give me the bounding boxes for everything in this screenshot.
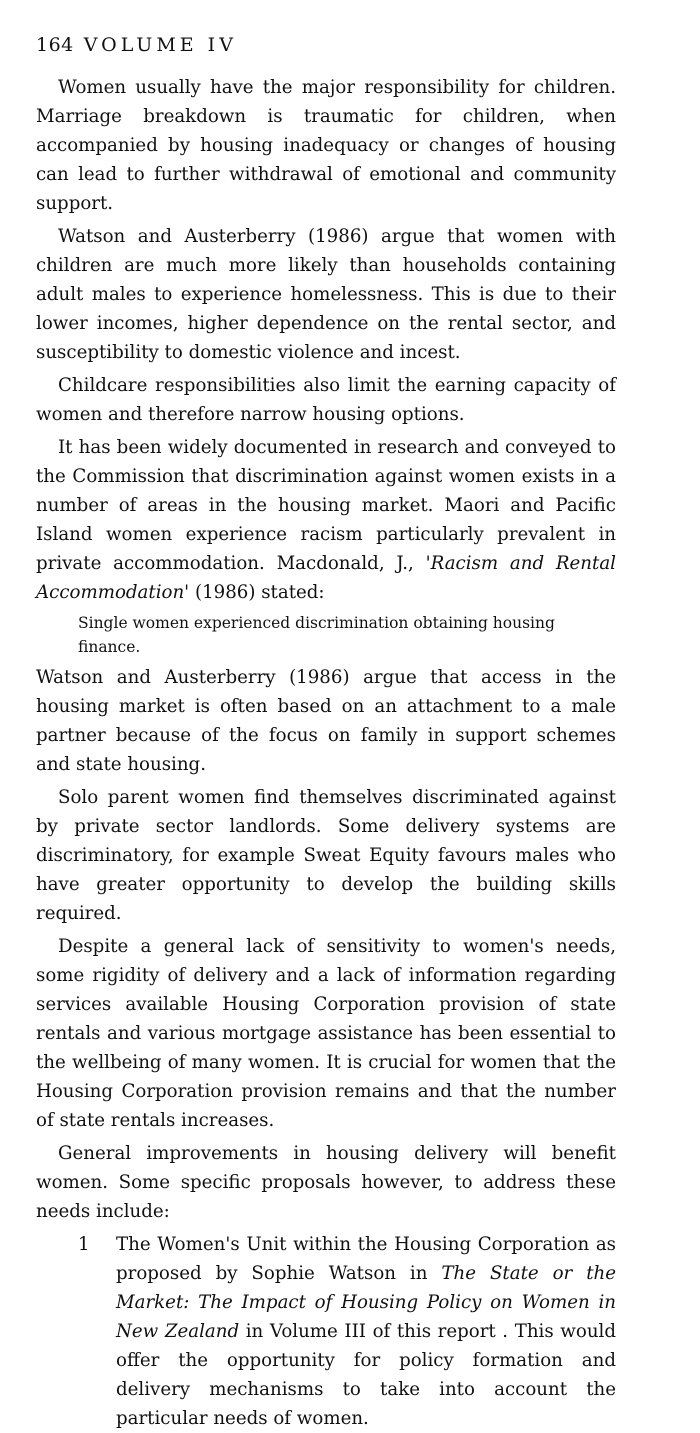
paragraph-8: General improvements in housing delivery will benefit women. Some specific proposals however, to address these needs include: [36,1143,616,1222]
paragraph-3: Childcare responsibilities also limit the earning capacity of women and therefore narrow housing options. [36,375,616,425]
document-page [36,36,616,1433]
paragraph-2: Watson and Austerberry (1986) argue that women with children are much more likely than households containing adult males to experience homelessness. This is due to their lower incomes, higher dependence on the rental sector, and susceptibility to domestic violence and incest. [36,226,616,363]
list-text [116,1230,616,1433]
list-text-prefix: The Women's Unit within the Housing Corporation as proposed by Sophie Watson in [116,1234,616,1284]
volume-label: VOLUME IV [83,34,237,56]
paragraph-7: Despite a general lack of sensitivity to women's needs, some rigidity of delivery and a lack of information regarding services available Housing Corporation provision of state rentals and various mortgage assistance has been essential to the wellbeing of many women. It is crucial for women that the Housing Corporation provision remains and that the number of state rentals increases. [36,936,616,1131]
paragraph-4-text: It has been widely documented in research and conveyed to the Commission that discrimination against women exists in a number of areas in the housing market. Maori and Pacific Island women experience racism particularly prevalent in private accommodation. [36,437,616,574]
citation-title: 'Racism and Rental Accommodation' [36,553,616,603]
list-item [78,1230,616,1433]
citation-year: (1986) stated: [189,582,325,603]
paragraph-1: Women usually have the major responsibility for children. Marriage breakdown is traumatic for children, when accompanied by housing inadequacy or changes of housing can lead to further withdrawal of emotional and community support. [36,77,616,214]
list-number: 1 [78,1234,90,1255]
paragraph-4 [36,433,616,607]
list-text-suffix: in Volume III of this report . This would offer the opportunity for policy formation and delivery mechanisms to take into account the particular needs of women. [116,1321,616,1429]
page-number: 164 [36,34,74,56]
paragraph-6: Solo parent women find themselves discriminated against by private sector landlords. Some delivery systems are discriminatory, for example Sweat Equity favours males who have greater opportunity to develop the building skills required. [36,787,616,924]
citation-author: Macdonald, J., [276,553,426,574]
running-head [36,36,616,55]
paragraph-5: Watson and Austerberry (1986) argue that access in the housing market is often based on an attachment to a male partner because of the focus on family in support schemes and state housing. [36,667,616,775]
block-quote: Single women experienced discrimination obtaining housing finance. [78,614,555,656]
report-title: The State or the Market: The Impact of Housing Policy on Women in New Zealand [116,1263,616,1342]
